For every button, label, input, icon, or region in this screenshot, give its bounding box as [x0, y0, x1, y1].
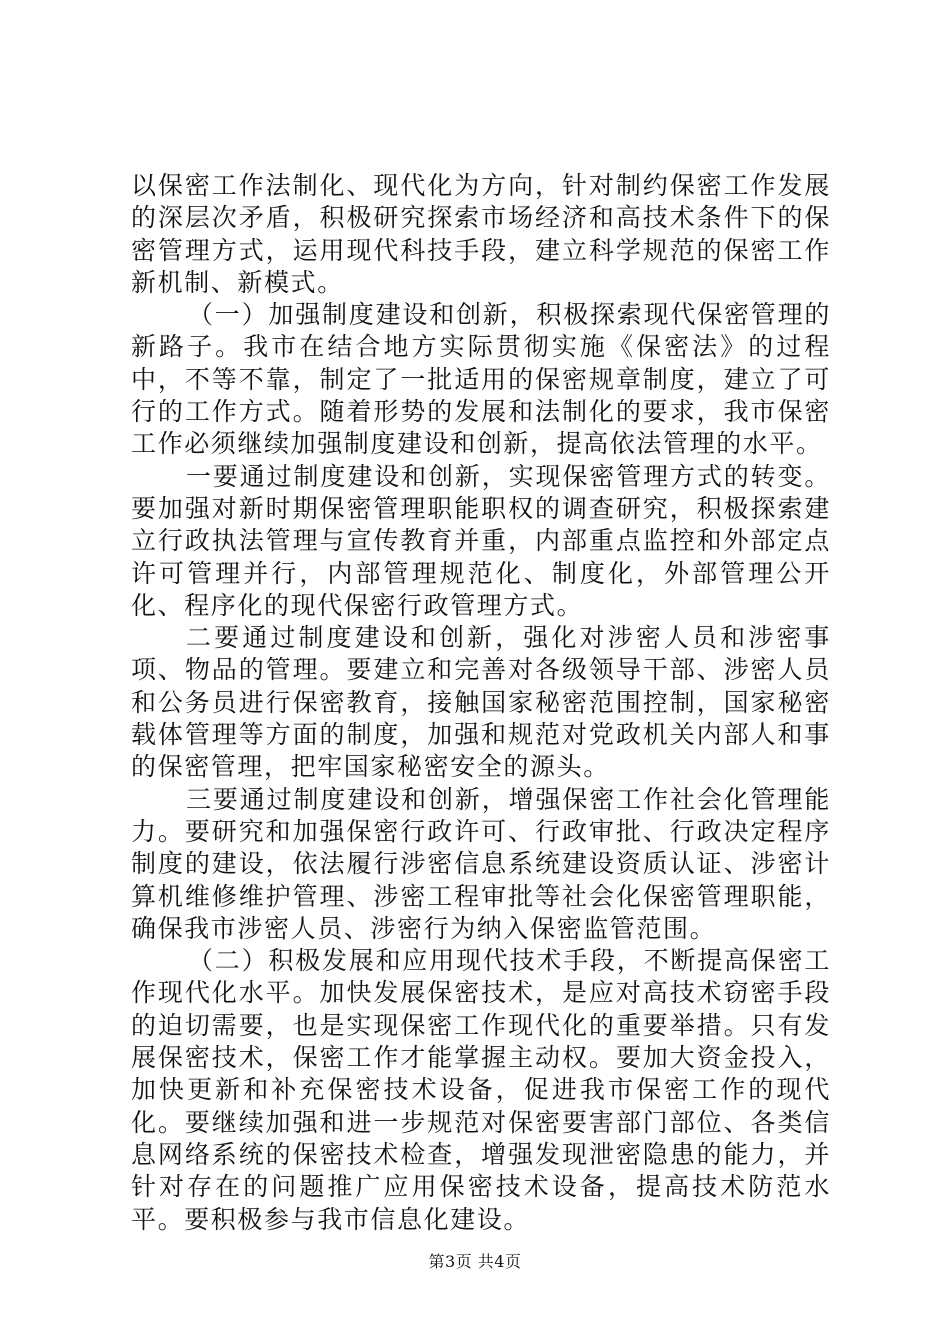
document-body: [131, 170, 831, 1236]
paragraph-point-three: 三要通过制度建设和创新，增强保密工作社会化管理能力。要研究和加强保密行政许可、行政审批、行政决定程序制度的建设，依法履行涉密信息系统建设资质认证、涉密计算机维修维护管理、涉密工程审批等社会化保密管理职能，确保我市涉密人员、涉密行为纳入保密监管范围。: [131, 784, 831, 943]
page-number-footer: 第3页 共4页: [428, 1252, 522, 1271]
paragraph-point-one: 一要通过制度建设和创新，实现保密管理方式的转变。要加强对新时期保密管理职能职权的调查研究，积极探索建立行政执法管理与宣传教育并重，内部重点监控和外部定点许可管理并行，内部管理规范化、制度化，外部管理公开化、程序化的现代保密行政管理方式。: [131, 461, 831, 620]
paragraph-section-one: （一）加强制度建设和创新，积极探索现代保密管理的新路子。我市在结合地方实际贯彻实施《保密法》的过程中，不等不靠，制定了一批适用的保密规章制度，建立了可行的工作方式。随着形势的发展和法制化的要求，我市保密工作必须继续加强制度建设和创新，提高依法管理的水平。: [131, 300, 831, 459]
paragraph-point-two: 二要通过制度建设和创新，强化对涉密人员和涉密事项、物品的管理。要建立和完善对各级领导干部、涉密人员和公务员进行保密教育，接触国家秘密范围控制，国家秘密载体管理等方面的制度，加强和规范对党政机关内部人和事的保密管理，把牢国家秘密安全的源头。: [131, 623, 831, 782]
paragraph-section-two: （二）积极发展和应用现代技术手段，不断提高保密工作现代化水平。加快发展保密技术，是应对高技术窃密手段的迫切需要，也是实现保密工作现代化的重要举措。只有发展保密技术，保密工作才能掌握主动权。要加大资金投入，加快更新和补充保密技术设备，促进我市保密工作的现代化。要继续加强和进一步规范对保密要害部门部位、各类信息网络系统的保密技术检查，增强发现泄密隐患的能力，并针对存在的问题推广应用保密技术设备，提高技术防范水平。要积极参与我市信息化建设。: [131, 946, 831, 1234]
paragraph-intro: 以保密工作法制化、现代化为方向，针对制约保密工作发展的深层次矛盾，积极研究探索市场经济和高技术条件下的保密管理方式，运用现代科技手段，建立科学规范的保密工作新机制、新模式。: [131, 171, 831, 297]
